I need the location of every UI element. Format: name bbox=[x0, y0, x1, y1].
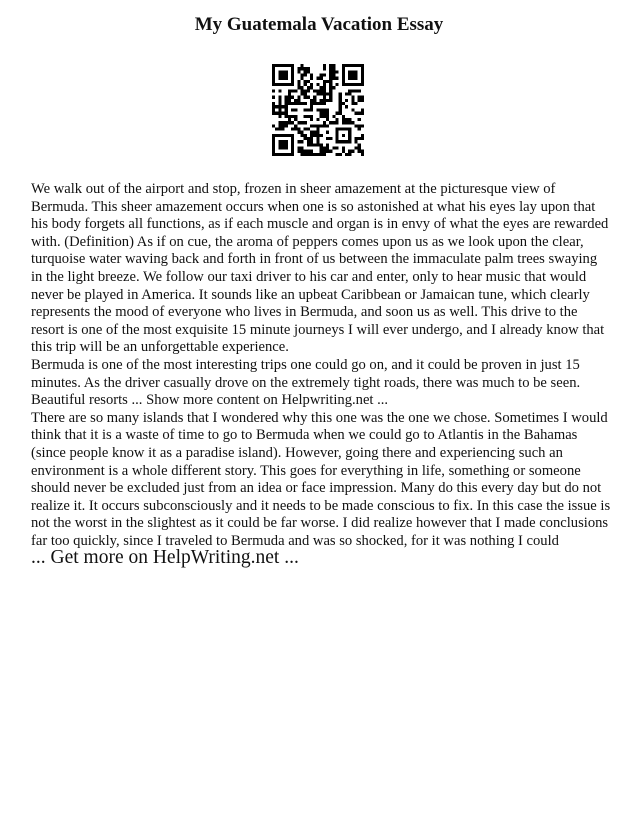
essay-paragraph-3: There are so many islands that I wondered why this one was the one we chose. Sometimes I would think that it is a waste of time to go to Bermuda when we could go to Atlantis in the Bahamas (since people know it as a paradise island). However, going there and experiencing such an environment is a whole different story. This goes for everything in life, something or someone should never be excluded just from an idea or face impression. Many do this every day but do not realize it. It occurs subconsciously and it needs to be made conscious to fix. In this case the issue is not the worst in the slightest as it could be far worse. I did realize however that I made conclusions far too quickly, since I traveled to Bermuda and was so shocked, for it was nothing I could bbox=[31, 409, 611, 549]
essay-body bbox=[31, 181, 611, 550]
essay-paragraph-1: We walk out of the airport and stop, frozen in sheer amazement at the picturesque view of Bermuda. This sheer amazement occurs when one is so astonished at what his eyes lay upon that his body forgets all functions, as if each muscle and organ is in envy of what the eyes are rewarded with. (Definition) As if on cue, the aroma of peppers comes upon us as we look upon the clear, turquoise water waving back and forth in front of us between the immaculate palm trees swaying in the light breeze. We follow our taxi driver to his car and enter, only to hear music that would never be played in America. It sounds like an upbeat Caribbean or Jamaican tune, which clearly represents the mood of everyone who lives in Bermuda, and soon us as well. This drive to the resort is one of the most exquisite 15 minute journeys I will ever undergo, and I already know that this trip will be an unforgettable experience. bbox=[31, 181, 609, 356]
essay-paragraph-2: Bermuda is one of the most interesting trips one could go on, and it could be proven in just 15 minutes. As the driver casually drove on the extremely tight roads, there was much to be seen. Beautiful resorts ... Show more content on Helpwriting.net ... bbox=[31, 356, 581, 409]
qr-code-icon bbox=[272, 64, 364, 156]
get-more-link[interactable]: ... Get more on HelpWriting.net ... bbox=[31, 547, 299, 568]
document-title: My Guatemala Vacation Essay bbox=[194, 14, 444, 35]
